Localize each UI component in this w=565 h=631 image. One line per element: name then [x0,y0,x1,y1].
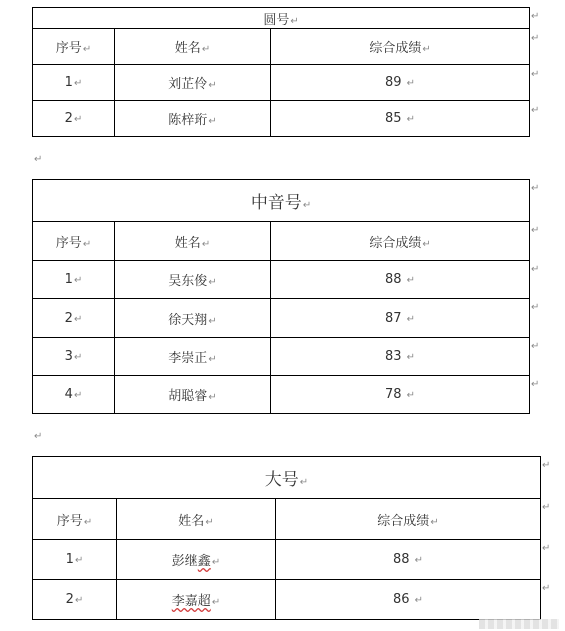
row-end-mark: ↵ [531,379,540,390]
name-cell [115,299,271,338]
no-cell [33,540,117,580]
row-name: 刘芷伶 [168,77,208,92]
paragraph-mark: ↵ [73,275,83,286]
row-name: 彭继鑫 [171,554,211,569]
paragraph-mark: ↵ [422,44,431,55]
table-row [33,65,530,101]
paragraph-mark: ↵ [208,315,217,327]
paragraph-mark: ↵ [34,154,43,165]
no-cell [33,261,115,299]
paragraph-mark: ↵ [302,200,312,211]
spellcheck-underline: 鑫 [197,554,211,569]
table-row [33,299,530,338]
no-cell [33,65,115,101]
row-no: 3 [64,349,73,364]
header-no: 序号 [55,235,82,251]
row-score: 87 [384,310,402,326]
row-end-mark: ↵ [531,183,540,194]
paragraph-mark: ↵ [406,352,416,363]
paragraph-mark: ↵ [74,595,84,606]
no-cell [33,580,117,620]
row-end-mark: ↵ [531,302,540,313]
score-cell [271,338,530,376]
paragraph-mark: ↵ [82,238,92,250]
row-name: 胡聪睿 [168,389,208,404]
table-title: 圆号 [263,12,290,28]
paragraph-mark: ↵ [208,116,217,127]
header-cell-name [115,222,271,261]
header-cell-name [115,29,271,65]
row-end-mark: ↵ [531,225,540,236]
row-no: 1 [64,272,73,287]
row-end-mark: ↵ [531,105,540,116]
paragraph-mark: ↵ [208,354,217,365]
header-cell-score [271,29,530,65]
row-no: 2 [64,310,73,326]
row-end-mark: ↵ [542,543,551,554]
paragraph-mark: ↵ [73,352,83,363]
row-name: 李崇正 [168,351,208,366]
paragraph-mark: ↵ [422,238,431,250]
name-cell [117,580,276,620]
name-cell [117,540,276,580]
name-cell [115,338,271,376]
header-cell-no [33,499,117,540]
row-end-mark: ↵ [542,583,551,594]
paragraph-mark: ↵ [73,313,83,325]
paragraph-mark: ↵ [208,80,217,91]
row-name: 李嘉超 [171,594,211,609]
score-cell [271,376,530,414]
paragraph-mark: ↵ [74,555,84,566]
table-title-row [33,180,530,222]
header-cell-no [33,29,115,65]
name-cell [115,65,271,101]
row-end-mark: ↵ [542,460,551,471]
no-cell [33,299,115,338]
table-header-row [33,499,541,540]
row-end-mark: ↵ [542,502,551,513]
paragraph-mark: ↵ [290,15,299,27]
header-cell-name [117,499,276,540]
score-cell [271,101,530,137]
no-cell [33,101,115,137]
mellophone-score-table [32,179,530,414]
paragraph-mark: ↵ [201,238,211,250]
table-row [33,101,530,137]
table-title-row [33,8,530,29]
paragraph-mark: ↵ [73,390,83,401]
paragraph-mark: ↵ [414,595,424,606]
paragraph-mark: ↵ [83,516,93,528]
table-title: 中音号 [250,193,302,213]
row-end-mark: ↵ [531,33,540,44]
table-row [33,376,530,414]
row-end-mark: ↵ [531,341,540,352]
row-score: 86 [392,592,410,607]
table-row [33,580,541,620]
paragraph-mark: ↵ [208,277,217,288]
header-cell-score [276,499,541,540]
paragraph-mark: ↵ [34,431,43,442]
table-row [33,540,541,580]
paragraph-mark: ↵ [299,477,309,488]
score-cell [271,261,530,299]
row-score: 85 [384,111,402,126]
name-cell [115,101,271,137]
paragraph-mark: ↵ [201,44,211,55]
row-score: 88 [384,272,402,287]
paragraph-mark: ↵ [406,275,416,286]
paragraph-mark: ↵ [406,390,416,401]
row-no: 1 [64,75,73,90]
paragraph-mark: ↵ [208,392,217,403]
row-name: 陈梓珩 [168,113,208,128]
table-title: 大号 [264,470,299,490]
table-title-cell [33,180,530,222]
row-score: 78 [384,387,402,402]
score-cell [276,540,541,580]
header-cell-score [271,222,530,261]
row-name: 徐天翔 [168,312,208,328]
row-end-mark: ↵ [531,11,540,22]
score-cell [276,580,541,620]
table-title-cell [33,8,530,29]
header-cell-no [33,222,115,261]
row-end-mark: ↵ [531,264,540,275]
table-header-row [33,222,530,261]
row-score: 83 [384,349,402,364]
table-row [33,261,530,299]
table-title-row [33,457,541,499]
paragraph-mark: ↵ [430,516,439,528]
row-no: 1 [65,552,74,567]
no-cell [33,376,115,414]
paragraph-mark: ↵ [414,555,424,566]
paragraph-mark: ↵ [205,516,214,528]
paragraph-mark: ↵ [406,78,416,89]
paragraph-mark: ↵ [82,44,92,55]
name-cell [115,261,271,299]
horn-score-table [32,7,530,137]
table-row [33,338,530,376]
row-name: 吴东俊 [168,274,208,289]
paragraph-mark: ↵ [211,597,221,608]
header-name: 姓名 [174,41,201,56]
watermark [479,619,559,629]
table-title-cell [33,457,541,499]
paragraph-mark: ↵ [73,114,83,125]
row-score: 88 [392,552,410,567]
header-no: 序号 [56,513,83,529]
score-cell [271,299,530,338]
header-score: 综合成绩 [369,41,422,56]
row-no: 2 [65,592,74,607]
no-cell [33,338,115,376]
row-no: 2 [64,111,73,126]
header-name: 姓名 [178,513,205,529]
paragraph-mark: ↵ [406,313,416,325]
header-score: 综合成绩 [369,235,422,251]
header-name: 姓名 [174,235,201,251]
header-score: 综合成绩 [377,513,430,529]
paragraph-mark: ↵ [73,78,83,89]
name-cell [115,376,271,414]
paragraph-mark: ↵ [406,114,416,125]
row-end-mark: ↵ [531,69,540,80]
paragraph-mark: ↵ [211,557,221,568]
row-score: 89 [384,75,402,90]
tuba-score-table [32,456,541,620]
table-header-row [33,29,530,65]
row-no: 4 [64,387,73,402]
header-no: 序号 [55,41,82,56]
score-cell [271,65,530,101]
